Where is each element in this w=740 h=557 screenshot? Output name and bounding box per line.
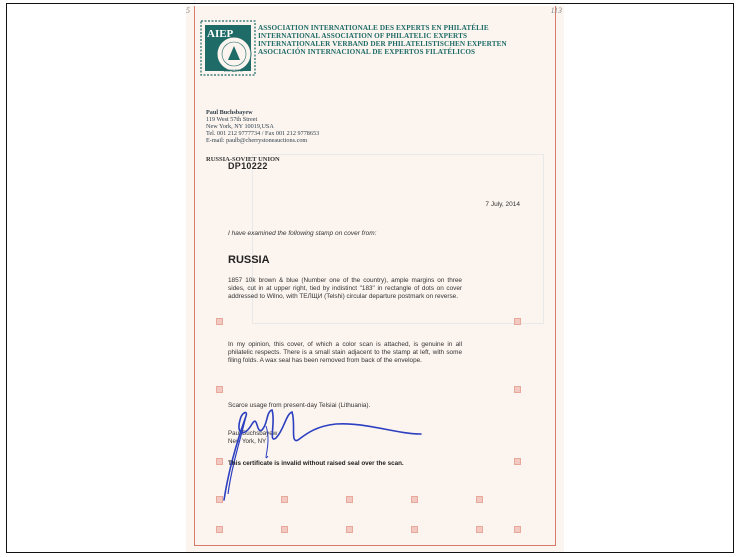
address-phone: Tel. 001 212 9777734 / Fax 001 212 9778653 (206, 130, 320, 137)
association-line-4: ASOCIACIÓN INTERNACIONAL DE EXPERTOS FILATÉLICOS (258, 48, 476, 56)
address-city: New York, NY 10019,USA (206, 123, 274, 130)
security-mark (346, 526, 353, 533)
aiep-logo (200, 20, 256, 76)
pencil-note-right: 113 (550, 6, 562, 15)
association-line-2: INTERNATIONAL ASSOCIATION OF PHILATELIC EXPERTS (258, 32, 468, 40)
security-mark (216, 318, 223, 325)
handwritten-signature (206, 404, 466, 504)
security-mark (476, 496, 483, 503)
certificate-date: 7 July, 2014 (485, 201, 520, 208)
security-mark (216, 526, 223, 533)
security-mark (476, 526, 483, 533)
security-mark (281, 526, 288, 533)
certificate-page (186, 6, 564, 552)
association-names (258, 24, 558, 56)
logo-text: AIEP (207, 28, 234, 40)
scarce-usage-note: Scarce usage from present-day Telsiai (Lithuania). (228, 402, 371, 409)
security-mark (281, 496, 288, 503)
certificate-number: DP10222 (228, 161, 268, 171)
expert-name: Paul Buchsbayew (206, 109, 253, 116)
signatory-place: New York, NY (228, 437, 267, 445)
security-mark (514, 386, 521, 393)
security-mark (514, 526, 521, 533)
opinion-paragraph: In my opinion, this cover, of which a color scan is attached, is genuine in all philatelic respects. There is a small stain adjacent to the stamp at left, with some filing folds. A wax seal has been removed from back of the envelope. (228, 341, 462, 364)
security-mark (216, 496, 223, 503)
country-line: RUSSIA-SOVIET UNION (206, 156, 280, 163)
security-mark (216, 386, 223, 393)
security-mark (514, 458, 521, 465)
association-line-3: INTERNATIONALER VERBAND DER PHILATELISTISCHEN EXPERTEN (258, 40, 507, 48)
signatory-name: Paul Buchsbayew (228, 430, 278, 437)
pencil-note-left: 5 (186, 6, 190, 15)
address-street: 119 West 57th Street (206, 116, 258, 123)
expert-address (206, 109, 319, 144)
security-mark (411, 496, 418, 503)
address-email: E-mail: paulb@cherrystoneauctions.com (206, 137, 308, 144)
security-mark (411, 526, 418, 533)
security-mark (346, 496, 353, 503)
country-heading: RUSSIA (228, 254, 270, 266)
logo-ring-text: EXPERTS (224, 68, 243, 73)
association-line-1: ASSOCIATION INTERNATIONALE DES EXPERTS EN PHILATÉLIE (258, 24, 489, 32)
security-mark (514, 318, 521, 325)
security-mark (216, 458, 223, 465)
stamp-description: 1857 10k brown & blue (Number one of the country), ample margins on three sides, cut in at upper right, tied by indistinct "183" in rectangle of dots on cover addressed to Wilno, with ТЕЛЩИ (Telshi) circular departure postmark on reverse. (228, 277, 462, 300)
examined-intro: I have examined the following stamp on cover from: (228, 230, 377, 237)
invalid-note: This certificate is invalid without raised seal over the scan. (228, 460, 404, 467)
